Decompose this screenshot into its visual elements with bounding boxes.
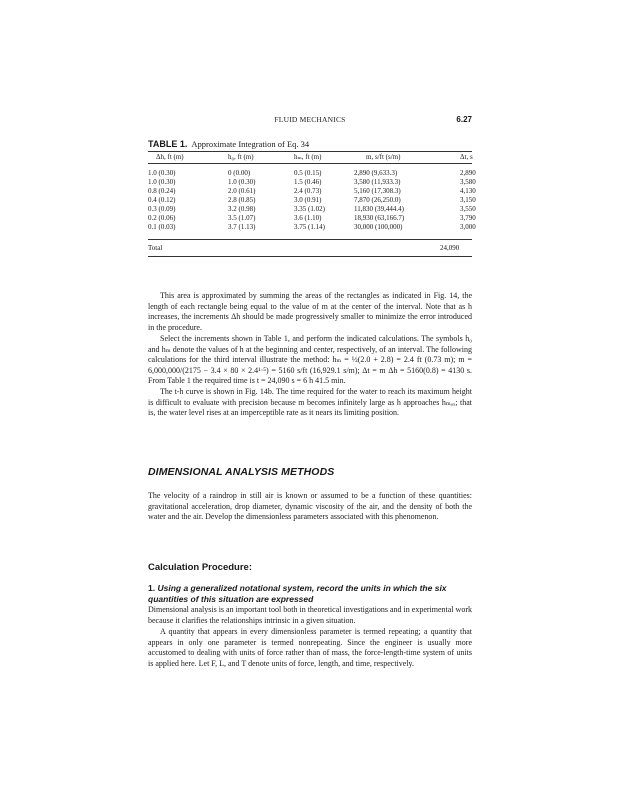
- column-header: Δh, ft (m): [156, 153, 184, 161]
- table-cell: 3,150: [460, 196, 476, 204]
- table-cell: 0.8 (0.24): [148, 187, 176, 195]
- step-paragraph: A quantity that appears in every dimensionless parameter is termed repeating; a quantity that appears in only one parameter is termed nonrepeating. Since the engineer is usually more accustomed to dealing with units of force rather than of mass, the force-length-time system of units is applied here. Let F, L, and T denote units of force, length, and time, respectively.: [148, 627, 472, 668]
- table-cell: 0.2 (0.06): [148, 214, 176, 222]
- integration-table: [148, 152, 504, 232]
- table-header-row: [148, 152, 504, 163]
- table-cell: 30,000 (100,000): [354, 223, 403, 231]
- page-number: 6.27: [456, 115, 472, 124]
- body-paragraph: Select the increments shown in Table 1, and perform the indicated calculations. The symbols h₀ and hₘ denote the values of h at the beginning and center, respectively, of an interval. The following calculations for the third interval illustrate the method: hₘ = ½(2.0 + 2.8) = 2.4 ft (0.73 m); m = 6,000,000/(2175 − 3.4 × 80 × 2.4¹·⁵) = 5160 s/ft (16,929.1 s/m); Δt = m Δh = 5160(0.8) = 4130 s. From Table 1 the required time is t = 24,090 s = 6 h 41.5 min.: [148, 334, 472, 385]
- table-cell: 3.75 (1.14): [294, 223, 325, 231]
- table-cell: 0 (0.00): [228, 169, 251, 177]
- table-cell: 3.0 (0.91): [294, 196, 322, 204]
- total-label: Total: [148, 244, 163, 252]
- table-cell: 3,000: [460, 223, 476, 231]
- table-cell: 0.3 (0.09): [148, 205, 176, 213]
- table-cell: 1.0 (0.30): [148, 169, 176, 177]
- column-header: h₀, ft (m): [228, 153, 254, 161]
- column-header: m, s/ft (s/m): [366, 153, 401, 161]
- table-cell: 18,930 (63,166.7): [354, 214, 405, 222]
- table-caption: [148, 139, 309, 149]
- table-cell: 3,580: [460, 178, 476, 186]
- table-row: [148, 187, 504, 196]
- table-cell: 3.5 (1.07): [228, 214, 256, 222]
- table-row: [148, 178, 504, 187]
- table-cell: 2.8 (0.85): [228, 196, 256, 204]
- table-cell: 2,890: [460, 169, 476, 177]
- table-cell: 3,550: [460, 205, 476, 213]
- step-paragraph: Dimensional analysis is an important tool both in theoretical investigations and in experimental work because it clarifies the relationships intrinsic in a given situation.: [148, 605, 472, 625]
- table-row: [148, 196, 504, 205]
- table-cell: 3,790: [460, 214, 476, 222]
- table-cell: 3.35 (1.02): [294, 205, 325, 213]
- body-paragraph: The t-h curve is shown in Fig. 14b. The time required for the water to reach its maximum height is difficult to evaluate with precision because m becomes infinitely large as h approaches hₘₐₓ; that is, the water level rises at an imperceptible rate as it nears its limiting position.: [148, 387, 472, 417]
- table-cell: 2,890 (9,633.3): [354, 169, 398, 177]
- table-total-rule: [148, 239, 472, 240]
- table-row: [148, 223, 504, 232]
- table-cell: 3.7 (1.13): [228, 223, 256, 231]
- section-intro: The velocity of a raindrop in still air is known or assumed to be a function of these quantities: gravitational acceleration, drop diameter, dynamic viscosity of the air, and the density of both the water and the air. Develop the dimensionless parameters associated with this phenomenon.: [148, 491, 472, 521]
- table-cell: 2.4 (0.73): [294, 187, 322, 195]
- table-row: [148, 169, 504, 178]
- step-number: 1.: [148, 583, 156, 593]
- table-total-row: [148, 244, 472, 252]
- table-cell: 0.1 (0.03): [148, 223, 176, 231]
- total-value: 24,090: [440, 244, 460, 252]
- table-cell: 4,130: [460, 187, 476, 195]
- table-bottom-rule: [148, 256, 472, 257]
- table-label: TABLE 1.: [148, 139, 188, 149]
- table-cell: 5,160 (17,308.3): [354, 187, 401, 195]
- table-cell: 0.5 (0.15): [294, 169, 322, 177]
- table-cell: 0.4 (0.12): [148, 196, 176, 204]
- table-cell: 2.0 (0.61): [228, 187, 256, 195]
- table-cell: 7,870 (26,250.0): [354, 196, 401, 204]
- table-cell: 3.2 (0.98): [228, 205, 256, 213]
- column-header: hₘ, ft (m): [294, 153, 322, 161]
- section-title: DIMENSIONAL ANALYSIS METHODS: [148, 466, 335, 478]
- table-caption-text: Approximate Integration of Eq. 34: [191, 139, 310, 149]
- table-cell: 3,580 (11,933.3): [354, 178, 401, 186]
- running-header: [148, 115, 472, 127]
- table-cell: 1.5 (0.46): [294, 178, 322, 186]
- column-header: Δt, s: [460, 153, 473, 161]
- step-heading: [148, 583, 472, 604]
- header-title: FLUID MECHANICS: [274, 115, 346, 124]
- calculation-procedure-title: Calculation Procedure:: [148, 562, 252, 573]
- body-paragraph: This area is approximated by summing the areas of the rectangles as indicated in Fig. 14, the length of each rectangle being equal to the value of m at the center of the interval. Note that as h increases, the increments Δh should be made progressively smaller to minimize the error introduced in the procedure.: [148, 291, 472, 332]
- table-cell: 11,830 (39,444.4): [354, 205, 404, 213]
- table-row: [148, 214, 504, 223]
- table-cell: 1.0 (0.30): [228, 178, 256, 186]
- table-cell: 3.6 (1.10): [294, 214, 322, 222]
- table-cell: 1.0 (0.30): [148, 178, 176, 186]
- table-row: [148, 205, 504, 214]
- step-title: Using a generalized notational system, record the units in which the six quantities of this situation are expressed: [148, 583, 447, 604]
